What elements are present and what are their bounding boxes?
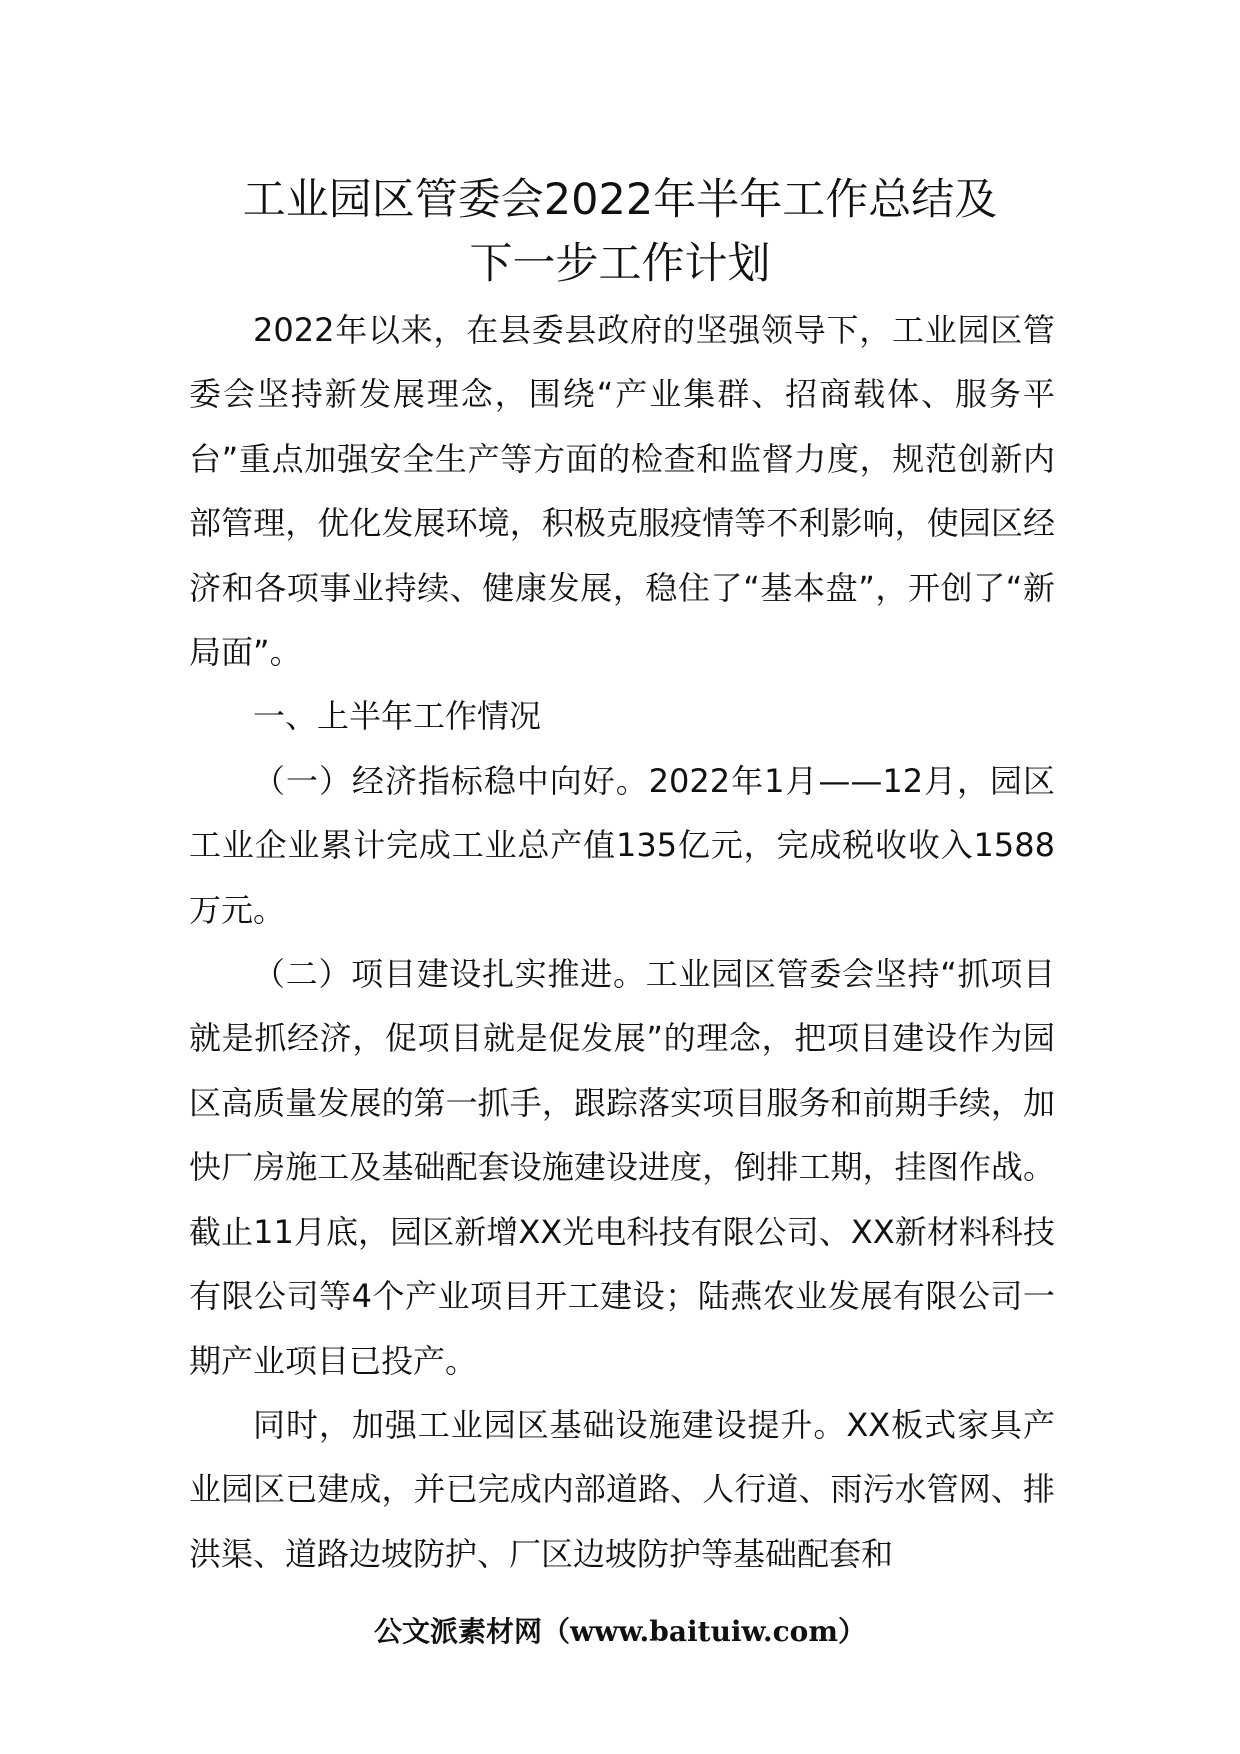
document-title-line-1: 工业园区管委会2022年半年工作总结及	[242, 175, 998, 225]
document-body	[189, 298, 1055, 1586]
paragraph-economic-indicators: （一）经济指标稳中向好。2022年1月——12月，园区工业企业累计完成工业总产值135亿元，完成税收收入1588万元。	[189, 761, 1055, 929]
section-heading-1: 一、上半年工作情况	[253, 697, 542, 736]
paragraph-infrastructure: 同时，加强工业园区基础设施建设提升。XX板式家具产业园区已建成，并已完成内部道路、人行道、雨污水管网、排洪渠、道路边坡防护、厂区边坡防护等基础配套和	[189, 1405, 1055, 1573]
footer-watermark-text: 公文派素材网（www.baituiw.com）	[374, 1615, 866, 1648]
paragraph-project-construction: （二）项目建设扎实推进。工业园区管委会坚持“抓项目就是抓经济，促项目就是促发展”的理念，把项目建设作为园区高质量发展的第一抓手，跟踪落实项目服务和前期手续，加快厂房施工及基础配套设施建设进度，倒排工期，挂图作战。截止11月底，园区新增XX光电科技有限公司、XX新材料科技有限公司等4个产业项目开工建设；陆燕农业发展有限公司一期产业项目已投产。	[189, 955, 1055, 1380]
document-title-line-2: 下一步工作计划	[469, 239, 771, 289]
intro-paragraph: 2022年以来，在县委县政府的坚强领导下，工业园区管委会坚持新发展理念，围绕“产业集群、招商载体、服务平台”重点加强安全生产等方面的检查和监督力度，规范创新内部管理，优化发展环境，积极克服疫情等不利影响，使园区经济和各项事业持续、健康发展，稳住了“基本盘”，开创了“新局面”。	[189, 311, 1055, 672]
